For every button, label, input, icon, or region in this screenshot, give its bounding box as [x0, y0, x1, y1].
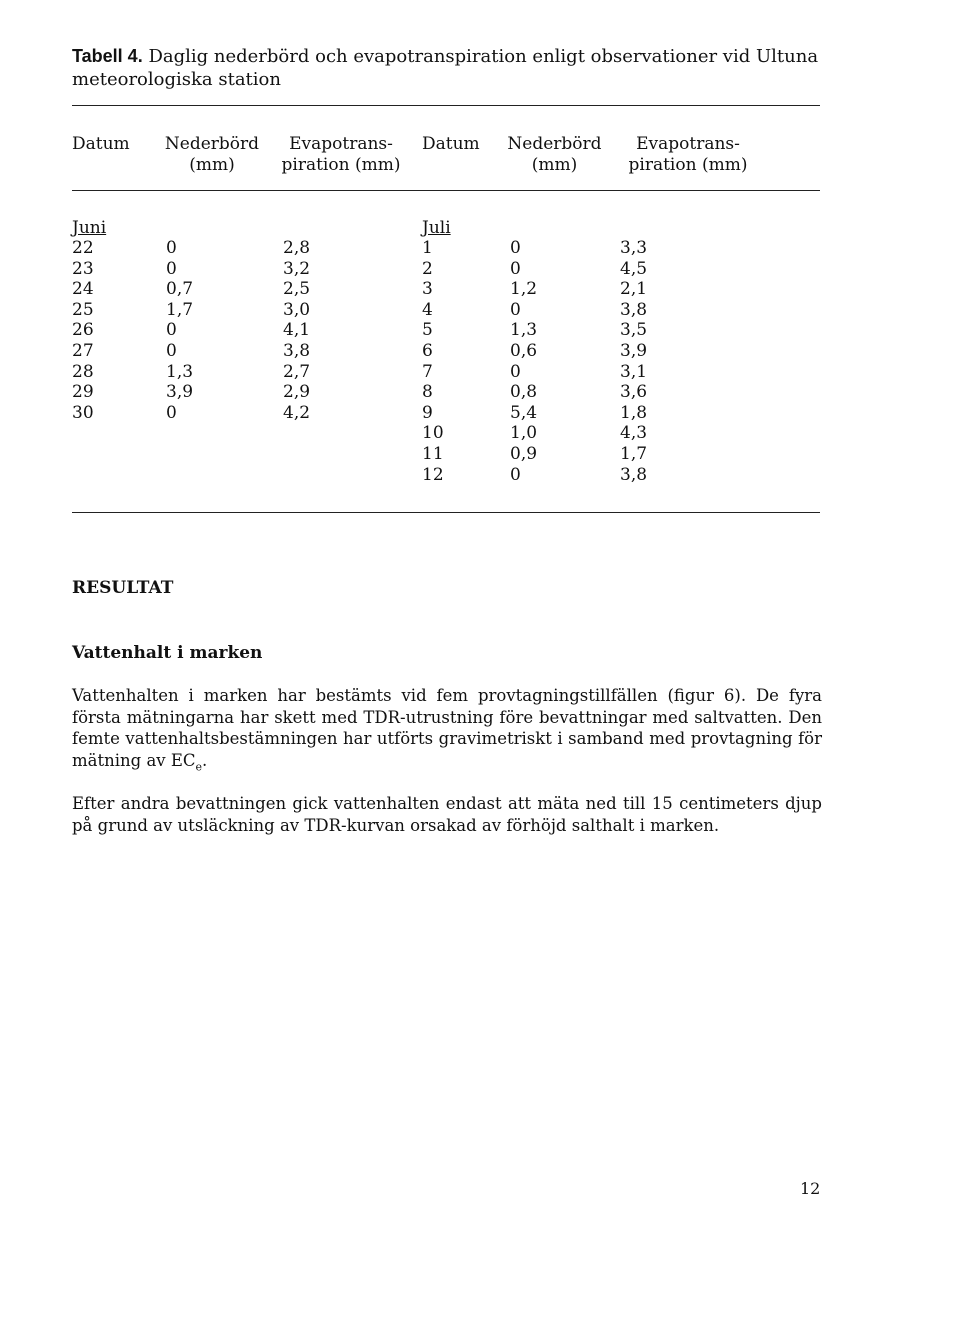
paragraph-2: Efter andra bevattningen gick vattenhalten endast att mäta ned till 15 centimeters djup på grund av utsläckning av TDR-kurvan orsakad av förhöjd salthalt i marken. — [72, 794, 822, 835]
juli-date-cell: 4 — [422, 299, 433, 320]
juni-evapo-cell: 2,8 — [283, 238, 311, 258]
juni-evapo-cell: 3,0 — [283, 299, 311, 320]
juli-date-cell: 9 — [422, 402, 433, 423]
juli-nederbord-cell: 1,2 — [510, 279, 538, 300]
juni-nederbord-cell: 0 — [166, 258, 177, 279]
juni-evapo-cell: 3,8 — [283, 340, 311, 361]
juli-evapo-cell: 3,8 — [620, 464, 648, 485]
juli-nederbord-cell: 0 — [510, 299, 521, 320]
juni-nederbord-cell: 1,7 — [166, 299, 194, 320]
juni-date-cell: 23 — [72, 258, 94, 279]
juli-nederbord-cell: 0 — [510, 258, 521, 279]
table-top-rule — [72, 105, 820, 106]
juli-nederbord-cell: 1,3 — [510, 320, 538, 341]
juni-nederbord-cell: 0 — [166, 340, 177, 361]
juli-nederbord-cell: 0,9 — [510, 443, 538, 464]
juli-evapo-cell: 3,8 — [620, 299, 648, 320]
header-evapo-2: Evapotrans- piration (mm) — [628, 134, 748, 175]
caption-label: Tabell 4. — [72, 46, 143, 66]
juni-evapo-cell: 2,7 — [283, 361, 311, 382]
juni-evapo-cell: 4,2 — [283, 402, 311, 423]
juli-nederbord-cell: 0,8 — [510, 382, 538, 403]
juni-date-cell: 25 — [72, 299, 94, 320]
juli-evapo-cell: 2,1 — [620, 279, 648, 300]
caption-text: Daglig nederbörd och evapotranspiration enligt observationer vid Ultuna meteorologiska station — [72, 46, 819, 90]
header-nederbord-1: Nederbörd (mm) — [164, 134, 260, 175]
header-evapo-1: Evapotrans- piration (mm) — [281, 134, 401, 175]
juni-date-column — [72, 238, 94, 423]
header-bottom-rule — [72, 190, 820, 191]
juli-evapo-cell: 3,5 — [620, 320, 648, 341]
juli-nederbord-cell: 5,4 — [510, 402, 538, 423]
juli-date-cell: 6 — [422, 340, 433, 361]
juni-date-cell: 27 — [72, 340, 94, 361]
juli-evapo-cell: 3,6 — [620, 382, 648, 403]
juni-date-cell: 28 — [72, 361, 94, 382]
juli-nederbord-cell: 0 — [510, 361, 521, 382]
juli-nederbord-cell: 1,0 — [510, 423, 538, 444]
juni-nederbord-column — [166, 238, 193, 423]
juni-nederbord-cell: 0 — [166, 402, 177, 423]
juli-nederbord-cell: 0 — [510, 238, 521, 258]
juli-date-cell: 8 — [422, 382, 433, 403]
month-label-juni: Juni — [72, 218, 107, 238]
juni-evapo-cell: 2,9 — [283, 382, 311, 403]
juni-nederbord-cell: 1,3 — [166, 361, 194, 382]
juni-evapo-cell: 4,1 — [283, 320, 311, 341]
table-caption — [72, 45, 832, 91]
juli-evapo-cell: 3,1 — [620, 361, 648, 382]
page-number: 12 — [800, 1179, 821, 1198]
juli-date-cell: 2 — [422, 258, 433, 279]
paragraph-1: Vattenhalten i marken har bestämts vid fem provtagningstillfällen (figur 6). De fyra första mätningarna har skett med TDR-utrustning före bevattningar med saltvatten. Den femte vattenhaltsbestämningen har utförts gravimetriskt i samband med provtagning för mätning av $EC_e$. — [72, 686, 822, 773]
juni-nederbord-cell: 0,7 — [166, 279, 194, 300]
juli-date-cell: 1 — [422, 238, 433, 258]
header-datum-1: Datum — [72, 134, 130, 154]
juni-nederbord-cell: 0 — [166, 238, 177, 258]
juli-evapo-cell: 1,7 — [620, 443, 648, 464]
juli-evapo-cell: 4,3 — [620, 423, 648, 444]
result-heading: RESULTAT — [72, 578, 174, 598]
juli-evapo-cell: 4,5 — [620, 258, 648, 279]
juli-date-cell: 11 — [422, 443, 444, 464]
juni-date-cell: 24 — [72, 279, 94, 300]
header-datum-2: Datum — [422, 134, 480, 154]
juni-evapo-column — [283, 238, 310, 423]
juli-nederbord-cell: 0 — [510, 464, 521, 485]
juni-date-cell: 29 — [72, 382, 94, 403]
juni-date-cell: 26 — [72, 320, 94, 341]
juni-date-cell: 22 — [72, 238, 94, 258]
juni-evapo-cell: 2,5 — [283, 279, 311, 300]
juli-nederbord-cell: 0,6 — [510, 340, 538, 361]
juli-evapo-cell: 1,8 — [620, 402, 648, 423]
juli-date-cell: 3 — [422, 279, 433, 300]
juni-nederbord-cell: 0 — [166, 320, 177, 341]
month-label-juli: Juli — [422, 218, 451, 238]
sub-heading: Vattenhalt i marken — [72, 643, 263, 663]
juli-date-cell: 7 — [422, 361, 433, 382]
juli-evapo-cell: 3,9 — [620, 340, 648, 361]
juli-evapo-cell: 3,3 — [620, 238, 648, 258]
header-nederbord-2: Nederbörd (mm) — [507, 134, 602, 175]
juli-date-cell: 12 — [422, 464, 444, 485]
juli-date-column — [422, 238, 444, 485]
juli-nederbord-column — [510, 238, 537, 485]
juni-evapo-cell: 3,2 — [283, 258, 311, 279]
table-bottom-rule — [72, 512, 820, 513]
juli-date-cell: 5 — [422, 320, 433, 341]
juli-evapo-column — [620, 238, 647, 485]
juni-nederbord-cell: 3,9 — [166, 382, 194, 403]
juni-date-cell: 30 — [72, 402, 94, 423]
juli-date-cell: 10 — [422, 423, 444, 444]
